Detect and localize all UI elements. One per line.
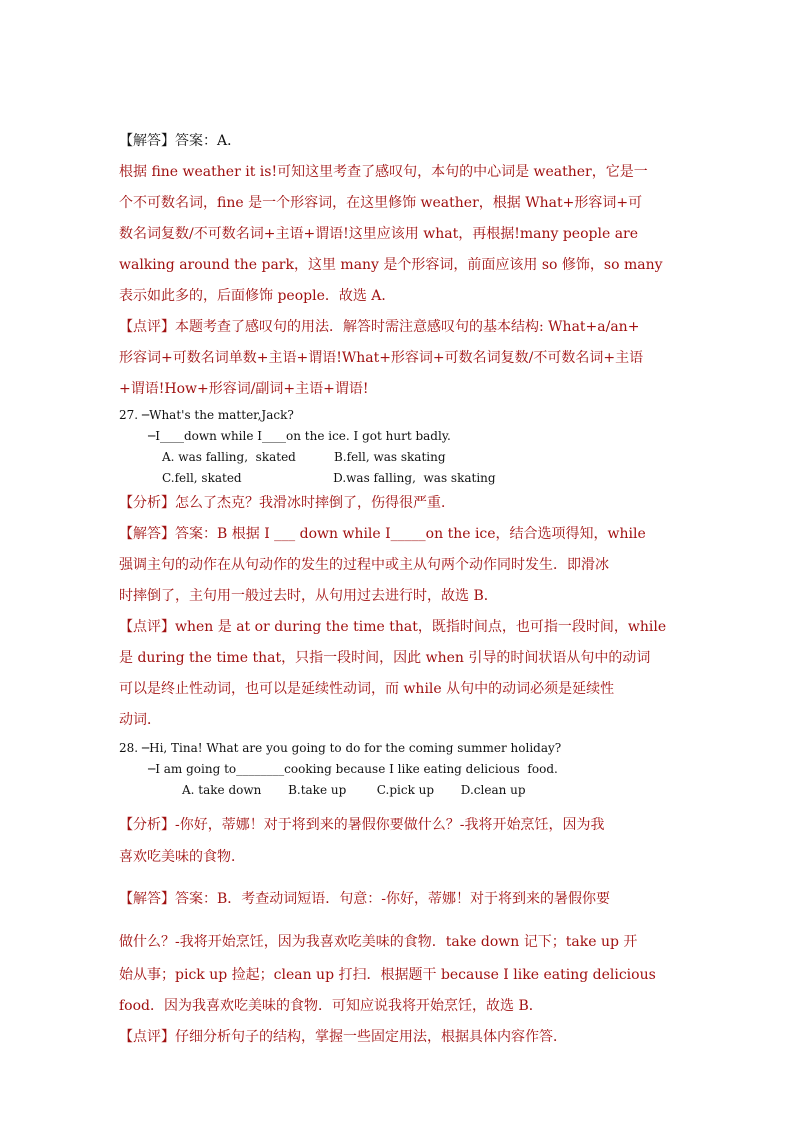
q26-solution-line: 表示如此多的，后面修饰 people．故选 A． (119, 288, 396, 304)
q28-analysis-line: 喜欢吃美味的食物． (119, 849, 245, 865)
q26-comment-line: 形容词+可数名词单数+主语+谓语!What+形容词+可数名词复数/不可数名词+主语 (119, 350, 644, 366)
q27-comment-line: 动词． (119, 712, 161, 728)
q27-comment-line: 【点评】when 是 at or during the time that，既指时间点，也可指一段时间，while (119, 619, 667, 635)
q27-comment-line: 是 during the time that，只指一段时间，因此 when 引导的时间状语从句中的动词 (119, 650, 651, 666)
q28-solution-line: 【解答】答案：B．考查动词短语．句意：-你好，蒂娜！对于将到来的暑假你要 (119, 891, 611, 907)
q28-reply: ─I am going to________cooking because I like eating delicious food. (148, 762, 558, 776)
q26-solution-line: 个不可数名词，fine 是一个形容词，在这里修饰 weather，根据 What+形容词+可 (119, 195, 643, 211)
q28-solution-line: 做什么？-我将开始烹饪，因为我喜欢吃美味的食物．take down 记下；take up 开 (119, 934, 638, 950)
q27-analysis: 【分析】怎么了杰克？我滑冰时摔倒了，伤得很严重． (119, 495, 455, 511)
q28-analysis-line: 【分析】-你好，蒂娜！对于将到来的暑假你要做什么？-我将开始烹饪，因为我 (119, 817, 605, 833)
q28-solution-line: food．因为我喜欢吃美味的食物．可知应说我将开始烹饪，故选 B． (119, 998, 543, 1014)
q27-solution-line: 强调主句的动作在从句动作的发生的过程中或主从句两个动作同时发生．即滑冰 (119, 557, 609, 573)
q27-comment-line: 可以是终止性动词，也可以是延续性动词，而 while 从句中的动词必须是延续性 (119, 681, 615, 697)
q26-comment-line: +谓语!How+形容词/副词+主语+谓语! (119, 381, 369, 397)
q27-options-ab: A. was falling, skated B.fell, was skating (162, 450, 446, 464)
q26-comment-line: 【点评】本题考查了感叹句的用法．解答时需注意感叹句的基本结构: What+a/an+ (119, 319, 640, 335)
q26-solution-line: 根据 fine weather it is!可知这里考查了感叹句，本句的中心词是 weather，它是一 (119, 164, 648, 180)
q28-comment: 【点评】仔细分析句子的结构，掌握一些固定用法，根据具体内容作答． (119, 1029, 567, 1045)
q28-solution-line: 始从事；pick up 捡起；clean up 打扫．根据题干 because I like eating delicious (119, 967, 656, 983)
q26-solution-line: walking around the park，这里 many 是个形容词，前面应该用 so 修饰，so many (119, 257, 663, 273)
q27-solution-line: 时摔倒了，主句用一般过去时，从句用过去进行时，故选 B． (119, 588, 498, 604)
q27-options-cd: C.fell, skated D.was falling, was skating (162, 471, 496, 485)
q27-stem: 27. ─What's the matter,Jack? (119, 408, 294, 422)
q26-solution-line: 数名词复数/不可数名词+主语+谓语!这里应该用 what，再根据!many people are (119, 226, 639, 242)
q27-solution-line: 【解答】答案：B 根据 I ___ down while I_____on the ice，结合选项得知，while (119, 526, 646, 542)
q27-reply: ─I____down while I____on the ice. I got hurt badly. (148, 429, 451, 443)
q28-options: A. take down B.take up C.pick up D.clean up (182, 783, 526, 797)
q26-solution-answer: 【解答】答案：A． (119, 133, 242, 149)
q28-stem: 28. ─Hi, Tina! What are you going to do for the coming summer holiday? (119, 741, 562, 755)
